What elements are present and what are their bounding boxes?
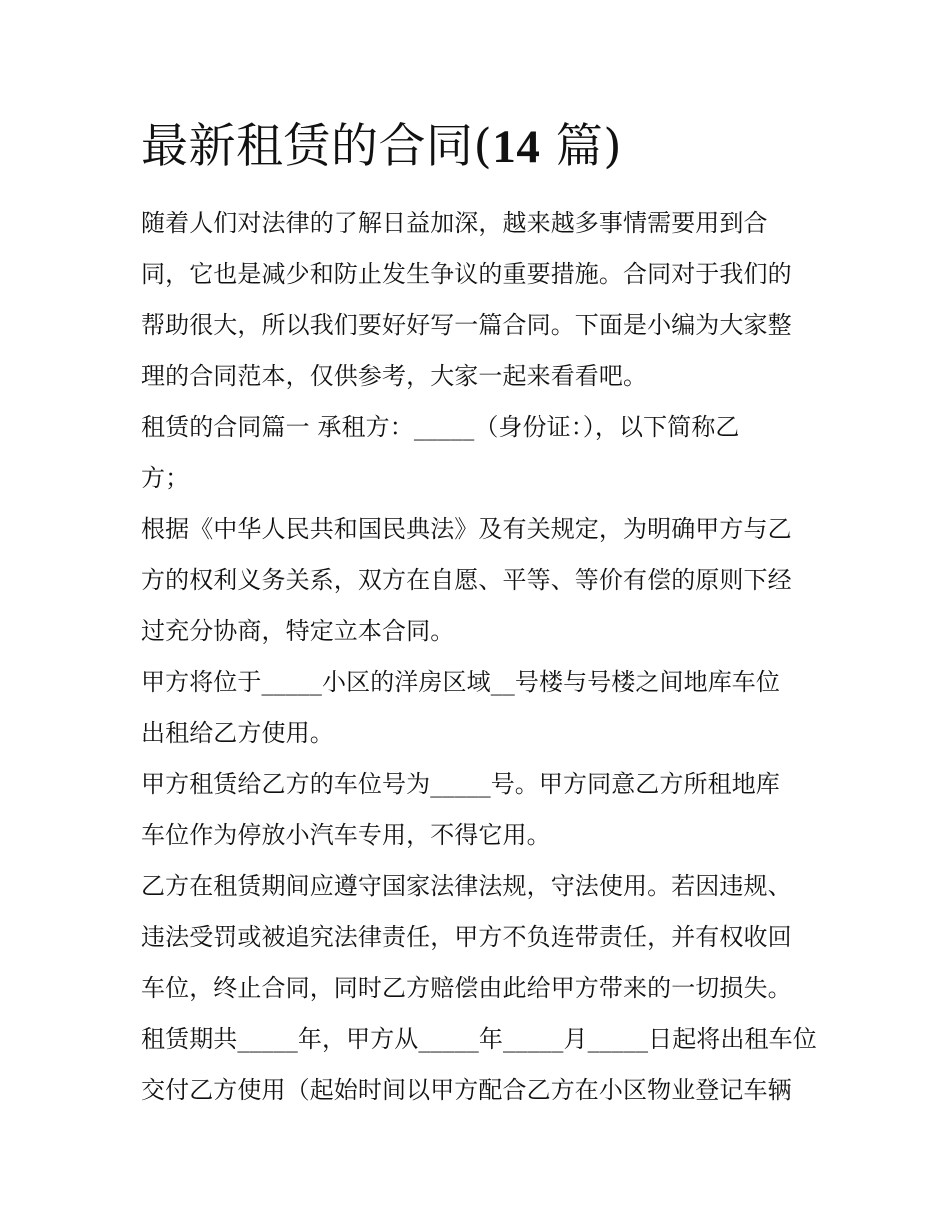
text-line: 根据《中华人民共和国民典法》及有关规定，为明确甲方与乙 <box>141 515 792 543</box>
text-line: 方； <box>141 464 190 492</box>
text-line: 甲方将位于_____小区的洋房区域__号楼与号楼之间地库车位 <box>141 668 780 696</box>
text-line: 租赁期共_____年，甲方从_____年_____月_____日起将出租车位 <box>141 1025 817 1053</box>
title-prefix: 最新租赁的合同( <box>141 119 493 174</box>
text-line: 理的合同范本，仅供参考，大家一起来看看吧。 <box>141 362 648 390</box>
text-line: 甲方租赁给乙方的车位号为_____号。甲方同意乙方所租地库 <box>141 770 780 798</box>
text-line: 方的权利义务关系，双方在自愿、平等、等价有偿的原则下经 <box>141 566 792 594</box>
document-body <box>141 202 821 1120</box>
text-line: 过充分协商，特定立本合同。 <box>141 617 455 645</box>
text-line: 随着人们对法律的了解日益加深，越来越多事情需要用到合 <box>141 209 768 237</box>
text-line: 交付乙方使用（起始时间以甲方配合乙方在小区物业登记车辆 <box>141 1076 792 1104</box>
title-number: 14 <box>492 121 541 173</box>
text-line: 帮助很大，所以我们要好好写一篇合同。下面是小编为大家整 <box>141 311 792 339</box>
title-suffix: 篇) <box>540 119 623 174</box>
text-line: 出租给乙方使用。 <box>141 719 334 747</box>
text-line: 乙方在租赁期间应遵守国家法律法规，守法使用。若因违规、 <box>141 872 792 900</box>
text-line: 车位，终止合同，同时乙方赔偿由此给甲方带来的一切损失。 <box>141 974 792 1002</box>
text-line: 租赁的合同篇一 承租方：_____（身份证：），以下简称乙 <box>141 413 740 441</box>
text-line: 车位作为停放小汽车专用，不得它用。 <box>141 821 551 849</box>
text-line: 违法受罚或被追究法律责任，甲方不负连带责任，并有权收回 <box>141 923 792 951</box>
document-title <box>141 113 622 181</box>
text-line: 同，它也是减少和防止发生争议的重要措施。合同对于我们的 <box>141 260 792 288</box>
